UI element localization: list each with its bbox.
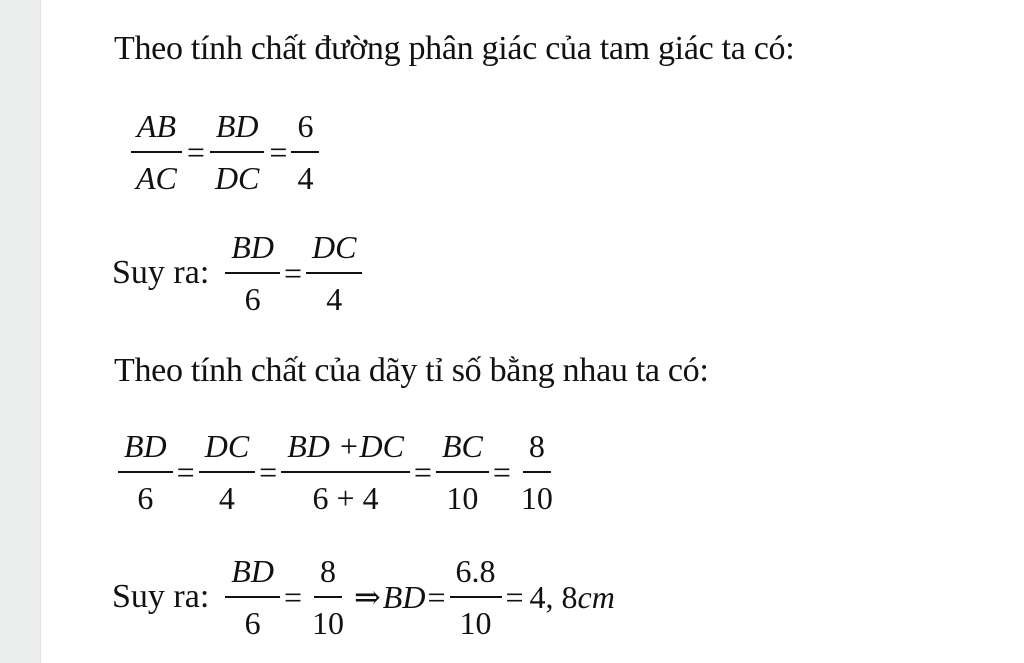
- bd-symbol: BD: [382, 578, 426, 615]
- numerator: 6.8: [450, 552, 502, 598]
- denominator: 6 + 4: [312, 480, 379, 516]
- numerator: DC: [306, 228, 362, 274]
- fraction-8-10: [306, 552, 350, 642]
- result-unit: cm: [577, 578, 615, 615]
- equals-sign: =: [269, 133, 288, 170]
- denominator: 4: [326, 281, 343, 317]
- fraction-bd-6: [225, 228, 280, 318]
- equals-sign: =: [283, 578, 302, 615]
- denominator: 4: [297, 160, 314, 196]
- fraction-ab-ac: [130, 107, 183, 197]
- implies-arrow: ⇒: [353, 579, 381, 615]
- numerator: BD: [210, 107, 265, 153]
- equation-4: [112, 552, 615, 642]
- equals-sign: =: [505, 578, 524, 615]
- equals-sign: =: [413, 453, 432, 490]
- fraction-bd-dc: [209, 107, 265, 197]
- denominator: 6: [244, 281, 261, 317]
- suy-ra-label: Suy ra:: [112, 254, 210, 291]
- intro-line-2: Theo tính chất của dãy tỉ số bằng nhau ta có:: [114, 352, 709, 389]
- fraction-8-10: [515, 427, 559, 517]
- equation-1: [128, 107, 321, 197]
- numerator: BD: [118, 427, 173, 473]
- numerator: 8: [523, 427, 551, 473]
- denominator: 10: [520, 480, 553, 516]
- fraction-6-4: [291, 107, 319, 197]
- left-gutter: [0, 0, 41, 663]
- denominator: 10: [446, 480, 479, 516]
- fraction-dc-4: [199, 427, 255, 517]
- intro-line-1: Theo tính chất đường phân giác của tam giác ta có:: [114, 30, 795, 67]
- numerator: BD: [225, 228, 280, 274]
- denominator: 6: [137, 480, 154, 516]
- numerator: BC: [436, 427, 489, 473]
- equals-sign: =: [427, 578, 446, 615]
- denominator: 4: [218, 480, 235, 516]
- equals-sign: =: [492, 453, 511, 490]
- numerator: 6: [291, 107, 319, 153]
- fraction-bc-10: [436, 427, 489, 517]
- numerator: 8: [314, 552, 342, 598]
- equals-sign: =: [259, 453, 278, 490]
- equals-sign: =: [176, 453, 195, 490]
- result-value: 4, 8: [529, 578, 578, 615]
- denominator: 10: [459, 605, 492, 641]
- fraction-bd-6: [118, 427, 173, 517]
- fraction-sum: [281, 427, 410, 517]
- fraction-bd-6: [225, 552, 280, 642]
- numerator: BD +DC: [281, 427, 410, 473]
- numerator: DC: [199, 427, 255, 473]
- numerator: BD: [225, 552, 280, 598]
- denominator: 10: [311, 605, 344, 641]
- numerator: AB: [131, 107, 182, 153]
- denominator: DC: [214, 160, 260, 196]
- fraction-6-8-10: [450, 552, 502, 642]
- fraction-dc-4: [306, 228, 362, 318]
- equation-3: [116, 427, 561, 517]
- denominator: 6: [244, 605, 261, 641]
- denominator: AC: [136, 160, 177, 196]
- equals-sign: =: [186, 133, 205, 170]
- equation-2: [112, 228, 364, 318]
- suy-ra-label: Suy ra:: [112, 578, 210, 615]
- equals-sign: =: [283, 254, 302, 291]
